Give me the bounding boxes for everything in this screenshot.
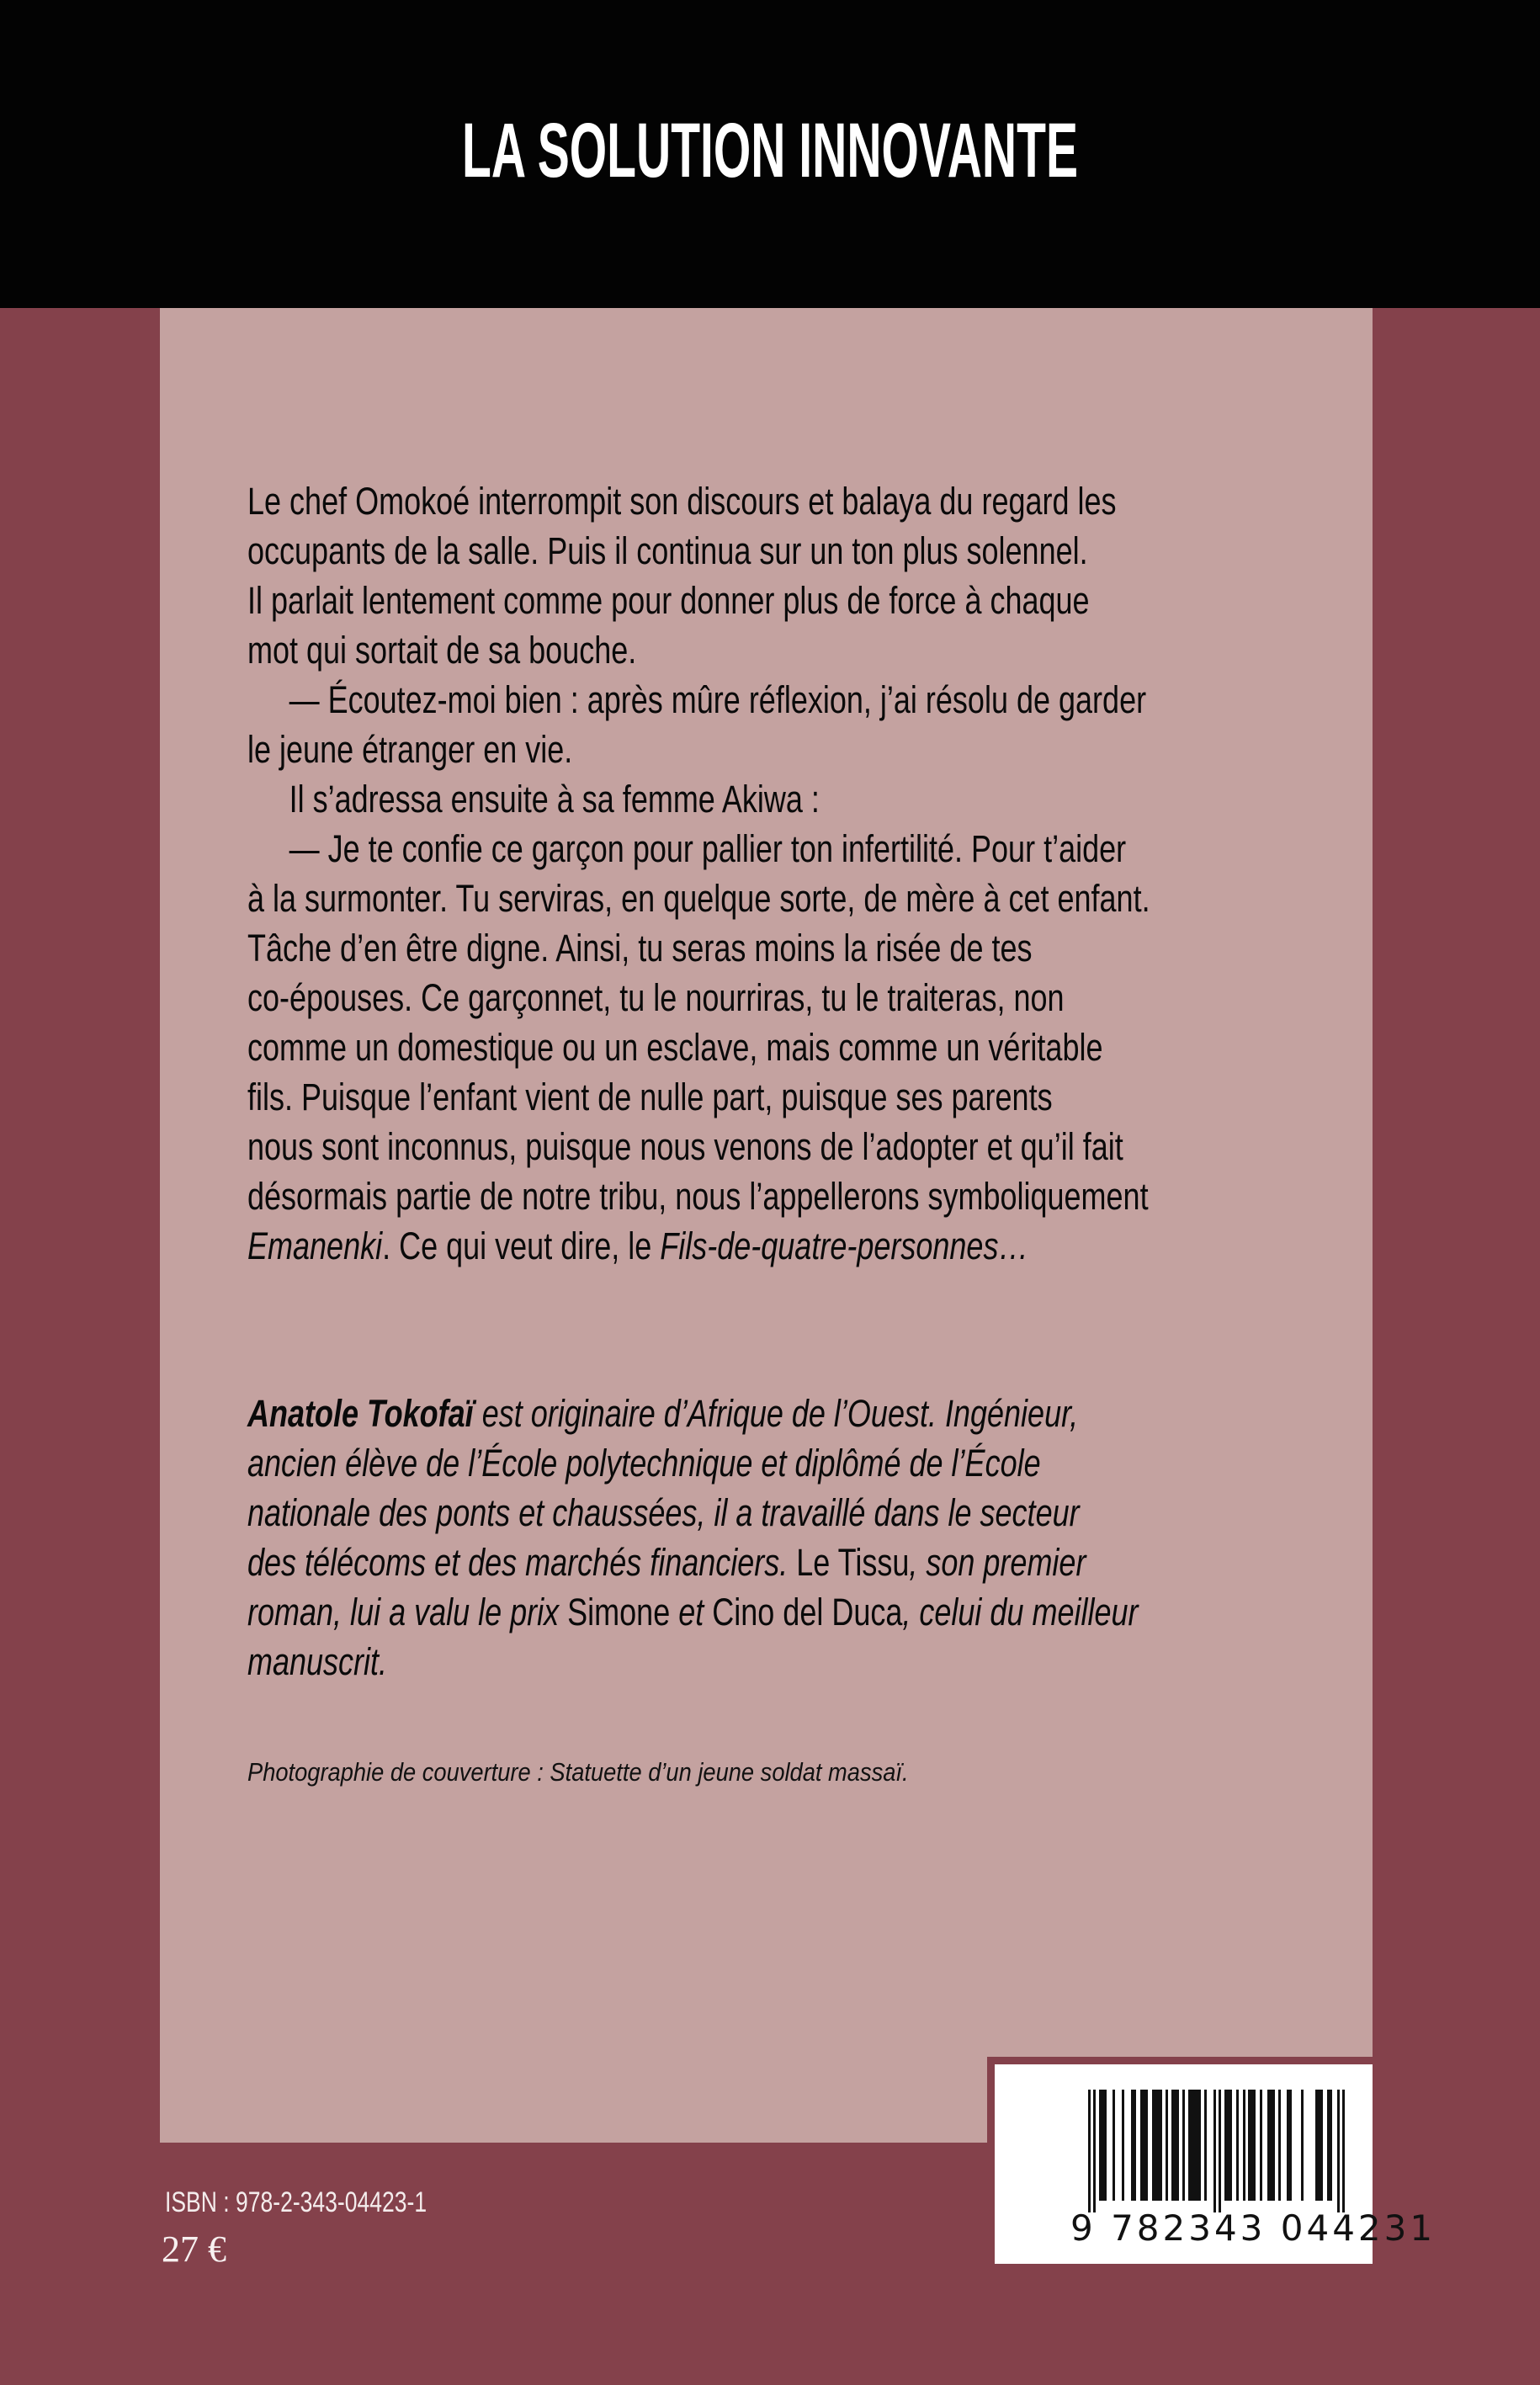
- excerpt-line: comme un domestique ou un esclave, mais comme un véritable: [247, 1026, 1103, 1069]
- excerpt-line: à la surmonter. Tu serviras, en quelque sorte, de mère à cet enfant.: [247, 877, 1150, 920]
- cover-header: [0, 0, 1540, 308]
- bio-line: [247, 1389, 1080, 1438]
- excerpt-line: — Je te confie ce garçon pour pallier ton infertilité. Pour t’aider: [289, 827, 1127, 870]
- price-label: 27 €: [162, 2228, 226, 2270]
- barcode-icon: [1088, 2090, 1349, 2212]
- excerpt-line: mot qui sortait de sa bouche.: [247, 629, 637, 672]
- prize-name: Simone: [567, 1591, 671, 1633]
- fils-de-quatre-personnes-term: Fils-de-quatre-personnes…: [660, 1224, 1029, 1267]
- emanenki-term: Emanenki: [247, 1224, 383, 1267]
- excerpt-line: co-épouses. Ce garçonnet, tu le nourriras, tu le traiteras, non: [247, 976, 1065, 1019]
- excerpt-line: le jeune étranger en vie.: [247, 728, 573, 771]
- excerpt-line: nous sont inconnus, puisque nous venons de l’adopter et qu’il fait: [247, 1125, 1123, 1168]
- bio-text-segment: , son premier: [909, 1541, 1086, 1584]
- bio-text-segment: roman, lui a valu le prix: [247, 1591, 568, 1633]
- book-reference: Le Tissu: [788, 1541, 910, 1584]
- bio-text-segment: est originaire d’Afrique de l’Ouest. Ingénieur,: [473, 1392, 1079, 1435]
- author-bio: [247, 1389, 1288, 1686]
- bio-line: manuscrit.: [247, 1640, 388, 1683]
- prize-name: Cino del Duca: [712, 1591, 903, 1633]
- bio-text-segment: , celui du meilleur: [902, 1591, 1139, 1633]
- author-name: Anatole Tokofaï: [247, 1392, 474, 1435]
- bio-line: ancien élève de l’École polytechnique et diplômé de l’École: [247, 1442, 1041, 1485]
- excerpt-line: Le chef Omokoé interrompit son discours et balaya du regard les: [247, 480, 1117, 523]
- photo-credit: Photographie de couverture : Statuette d’un jeune soldat massaï.: [247, 1757, 909, 1787]
- excerpt-last-line: [247, 1221, 1080, 1271]
- barcode: [995, 2064, 1436, 2264]
- bio-line: nationale des ponts et chaussées, il a travaillé dans le secteur: [247, 1491, 1080, 1534]
- barcode-number: 9 782343 044231: [1070, 2207, 1436, 2249]
- book-title: LA SOLUTION INNOVANTE: [461, 108, 1078, 194]
- excerpt-text-segment: . Ce qui veut dire, le: [382, 1224, 661, 1267]
- excerpt-line: occupants de la salle. Puis il continua sur un ton plus solennel.: [247, 529, 1088, 572]
- isbn-label: ISBN : 978-2-343-04423-1: [165, 2186, 427, 2218]
- excerpt-text: [247, 476, 1288, 1271]
- bio-text-segment: et: [670, 1591, 713, 1633]
- excerpt-line: — Écoutez-moi bien : après mûre réflexion, j’ai résolu de garder: [289, 678, 1147, 721]
- bio-line: [247, 1538, 1086, 1587]
- excerpt-line: désormais partie de notre tribu, nous l’appellerons symboliquement: [247, 1175, 1149, 1218]
- excerpt-line: Tâche d’en être digne. Ainsi, tu seras moins la risée de tes: [247, 927, 1033, 969]
- bio-text-segment: des télécoms et des marchés financiers.: [247, 1541, 789, 1584]
- excerpt-line: Il s’adressa ensuite à sa femme Akiwa :: [289, 778, 820, 821]
- excerpt-line: Il parlait lentement comme pour donner plus de force à chaque: [247, 579, 1090, 622]
- bio-line: [247, 1587, 1139, 1637]
- excerpt-line: fils. Puisque l’enfant vient de nulle part, puisque ses parents: [247, 1076, 1053, 1118]
